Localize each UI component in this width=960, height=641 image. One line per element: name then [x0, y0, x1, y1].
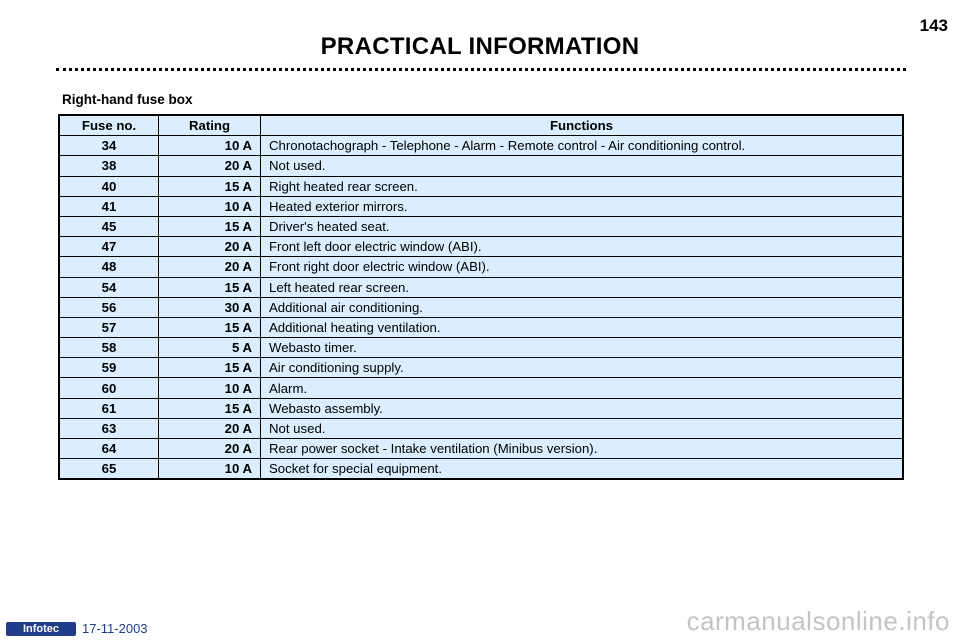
rating-cell: 10 A: [159, 378, 261, 398]
function-cell: Heated exterior mirrors.: [261, 196, 904, 216]
table-row: [59, 378, 903, 398]
function-cell: Left heated rear screen.: [261, 277, 904, 297]
function-cell: Additional heating ventilation.: [261, 317, 904, 337]
fuse-number-cell: 58: [59, 338, 159, 358]
function-cell: Rear power socket - Intake ventilation (Minibus version).: [261, 439, 904, 459]
rating-cell: 10 A: [159, 196, 261, 216]
rating-cell: 15 A: [159, 176, 261, 196]
fuse-number-cell: 38: [59, 156, 159, 176]
function-cell: Additional air conditioning.: [261, 297, 904, 317]
fuse-number-cell: 40: [59, 176, 159, 196]
table-row: [59, 338, 903, 358]
rating-cell: 15 A: [159, 317, 261, 337]
rating-cell: 10 A: [159, 459, 261, 480]
function-cell: Right heated rear screen.: [261, 176, 904, 196]
table-row: [59, 136, 903, 156]
function-cell: Webasto assembly.: [261, 398, 904, 418]
rating-cell: 15 A: [159, 398, 261, 418]
fuse-number-cell: 54: [59, 277, 159, 297]
rating-cell: 20 A: [159, 156, 261, 176]
fuse-number-cell: 60: [59, 378, 159, 398]
table-row: [59, 439, 903, 459]
fuse-number-cell: 64: [59, 439, 159, 459]
rating-cell: 5 A: [159, 338, 261, 358]
function-cell: Alarm.: [261, 378, 904, 398]
page-title: PRACTICAL INFORMATION: [320, 33, 640, 60]
column-header-fuse-no: Fuse no.: [59, 115, 159, 136]
rating-cell: 10 A: [159, 136, 261, 156]
table-row: [59, 358, 903, 378]
table-row: [59, 418, 903, 438]
rating-cell: 15 A: [159, 216, 261, 236]
fuse-number-cell: 34: [59, 136, 159, 156]
table-row: [59, 398, 903, 418]
table-row: [59, 156, 903, 176]
fuse-table: [58, 114, 904, 480]
fuse-number-cell: 61: [59, 398, 159, 418]
table-row: [59, 216, 903, 236]
table-body: [59, 136, 903, 480]
table-row: [59, 237, 903, 257]
column-header-rating: Rating: [159, 115, 261, 136]
page-number: 143: [919, 16, 948, 35]
fuse-number-cell: 41: [59, 196, 159, 216]
function-cell: Not used.: [261, 418, 904, 438]
rating-cell: 20 A: [159, 237, 261, 257]
table-row: [59, 317, 903, 337]
fuse-number-cell: 57: [59, 317, 159, 337]
function-cell: Air conditioning supply.: [261, 358, 904, 378]
infotec-logo: Infotec: [6, 622, 76, 636]
table-row: [59, 176, 903, 196]
rating-cell: 15 A: [159, 277, 261, 297]
rating-cell: 20 A: [159, 257, 261, 277]
rating-cell: 15 A: [159, 358, 261, 378]
function-cell: Not used.: [261, 156, 904, 176]
fuse-number-cell: 56: [59, 297, 159, 317]
function-cell: Front right door electric window (ABI).: [261, 257, 904, 277]
table-row: [59, 459, 903, 480]
rating-cell: 20 A: [159, 439, 261, 459]
footer-date: 17-11-2003: [82, 621, 148, 636]
dotted-divider: [56, 68, 906, 71]
fuse-number-cell: 59: [59, 358, 159, 378]
rating-cell: 30 A: [159, 297, 261, 317]
fuse-number-cell: 48: [59, 257, 159, 277]
column-header-functions: Functions: [261, 115, 904, 136]
section-title: Right-hand fuse box: [62, 92, 193, 107]
table-header-row: [59, 115, 903, 136]
watermark: carmanualsonline.info: [686, 606, 950, 636]
function-cell: Socket for special equipment.: [261, 459, 904, 480]
table-row: [59, 196, 903, 216]
function-cell: Chronotachograph - Telephone - Alarm - Remote control - Air conditioning control.: [261, 136, 904, 156]
fuse-number-cell: 63: [59, 418, 159, 438]
rating-cell: 20 A: [159, 418, 261, 438]
table-row: [59, 277, 903, 297]
function-cell: Driver's heated seat.: [261, 216, 904, 236]
table-row: [59, 257, 903, 277]
function-cell: Front left door electric window (ABI).: [261, 237, 904, 257]
fuse-number-cell: 65: [59, 459, 159, 480]
fuse-number-cell: 45: [59, 216, 159, 236]
table-row: [59, 297, 903, 317]
fuse-number-cell: 47: [59, 237, 159, 257]
function-cell: Webasto timer.: [261, 338, 904, 358]
